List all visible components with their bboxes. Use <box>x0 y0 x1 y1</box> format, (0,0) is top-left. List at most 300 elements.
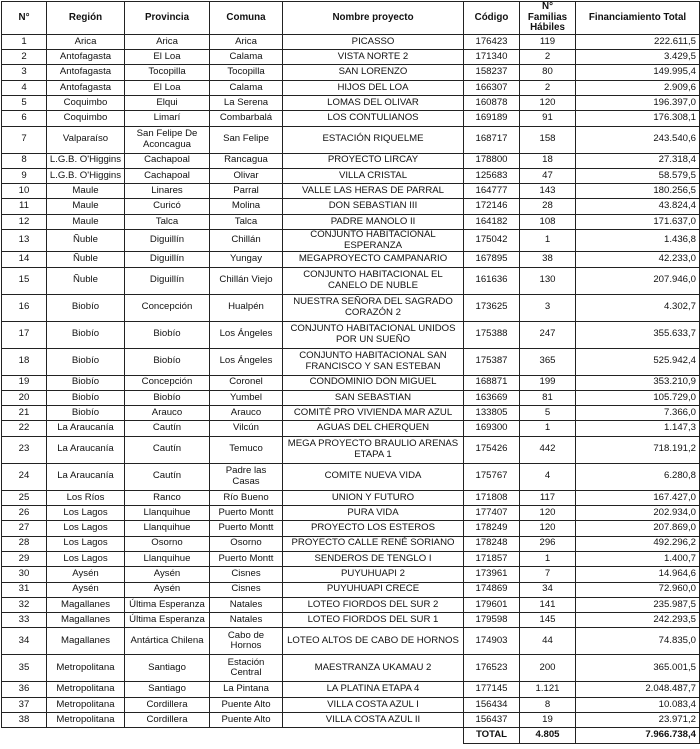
cell-familias: 120 <box>520 521 576 536</box>
cell-financiamiento: 243.540,6 <box>576 126 700 153</box>
cell-codigo: 178249 <box>464 521 520 536</box>
table-row <box>2 712 700 727</box>
header-num: N° <box>2 2 47 35</box>
cell-codigo: 175388 <box>464 321 520 348</box>
cell-num: 6 <box>2 111 47 126</box>
cell-codigo: 156437 <box>464 712 520 727</box>
cell-familias: 28 <box>520 199 576 214</box>
cell-comuna: Chillán Viejo <box>210 267 283 294</box>
cell-num: 5 <box>2 95 47 110</box>
cell-financiamiento: 242.293,5 <box>576 613 700 628</box>
cell-familias: 296 <box>520 536 576 551</box>
cell-familias: 81 <box>520 390 576 405</box>
cell-familias: 1 <box>520 551 576 566</box>
cell-num: 13 <box>2 230 47 252</box>
cell-provincia: Limarí <box>125 111 210 126</box>
cell-codigo: 178800 <box>464 153 520 168</box>
cell-codigo: 178248 <box>464 536 520 551</box>
cell-proyecto: VILLA CRISTAL <box>283 168 464 183</box>
cell-num: 11 <box>2 199 47 214</box>
cell-proyecto: MEGAPROYECTO CAMPANARIO <box>283 252 464 267</box>
cell-provincia: Concepción <box>125 375 210 390</box>
cell-financiamiento: 72.960,0 <box>576 582 700 597</box>
cell-region: Valparaíso <box>47 126 125 153</box>
cell-proyecto: UNION Y FUTURO <box>283 490 464 505</box>
table-row <box>2 582 700 597</box>
total-blank <box>125 728 210 744</box>
cell-codigo: 171808 <box>464 490 520 505</box>
cell-num: 25 <box>2 490 47 505</box>
cell-provincia: Curicó <box>125 199 210 214</box>
cell-financiamiento: 2.048.487,7 <box>576 682 700 697</box>
cell-region: Ñuble <box>47 267 125 294</box>
cell-familias: 2 <box>520 50 576 65</box>
header-proyecto: Nombre proyecto <box>283 2 464 35</box>
cell-num: 34 <box>2 628 47 655</box>
cell-provincia: Cautín <box>125 421 210 436</box>
cell-codigo: 169189 <box>464 111 520 126</box>
cell-codigo: 171340 <box>464 50 520 65</box>
cell-region: Magallanes <box>47 628 125 655</box>
cell-proyecto: MEGA PROYECTO BRAULIO ARENAS ETAPA 1 <box>283 436 464 463</box>
cell-region: La Araucanía <box>47 421 125 436</box>
cell-codigo: 174903 <box>464 628 520 655</box>
cell-num: 20 <box>2 390 47 405</box>
cell-comuna: Arauco <box>210 406 283 421</box>
cell-comuna: Natales <box>210 613 283 628</box>
cell-num: 36 <box>2 682 47 697</box>
cell-codigo: 177145 <box>464 682 520 697</box>
cell-codigo: 171857 <box>464 551 520 566</box>
cell-codigo: 176423 <box>464 34 520 49</box>
cell-codigo: 179598 <box>464 613 520 628</box>
cell-financiamiento: 1.436,8 <box>576 230 700 252</box>
cell-region: Biobío <box>47 406 125 421</box>
cell-financiamiento: 58.579,5 <box>576 168 700 183</box>
cell-financiamiento: 180.256,5 <box>576 184 700 199</box>
cell-codigo: 160878 <box>464 95 520 110</box>
table-row <box>2 126 700 153</box>
cell-proyecto: AGUAS DEL CHERQUEN <box>283 421 464 436</box>
table-row <box>2 348 700 375</box>
header-comuna: Comuna <box>210 2 283 35</box>
cell-provincia: Biobío <box>125 390 210 405</box>
cell-provincia: Diguillín <box>125 230 210 252</box>
table-row <box>2 697 700 712</box>
table-wrapper <box>1 1 700 744</box>
cell-region: Antofagasta <box>47 80 125 95</box>
cell-proyecto: PADRE MANOLO II <box>283 214 464 229</box>
cell-familias: 38 <box>520 252 576 267</box>
cell-financiamiento: 207.869,0 <box>576 521 700 536</box>
table-row <box>2 199 700 214</box>
cell-comuna: Padre las Casas <box>210 463 283 490</box>
cell-comuna: Temuco <box>210 436 283 463</box>
cell-provincia: Cautín <box>125 463 210 490</box>
cell-proyecto: LOMAS DEL OLIVAR <box>283 95 464 110</box>
cell-provincia: Llanquihue <box>125 506 210 521</box>
cell-proyecto: LOS CONTULIANOS <box>283 111 464 126</box>
table-row <box>2 168 700 183</box>
cell-num: 17 <box>2 321 47 348</box>
table-row <box>2 628 700 655</box>
total-blank <box>2 728 47 744</box>
cell-familias: 442 <box>520 436 576 463</box>
cell-comuna: Natales <box>210 597 283 612</box>
cell-region: Maule <box>47 199 125 214</box>
cell-proyecto: CONJUNTO HABITACIONAL ESPERANZA <box>283 230 464 252</box>
cell-provincia: Cachapoal <box>125 168 210 183</box>
cell-num: 4 <box>2 80 47 95</box>
cell-codigo: 175426 <box>464 436 520 463</box>
cell-familias: 158 <box>520 126 576 153</box>
cell-proyecto: PROYECTO LIRCAY <box>283 153 464 168</box>
cell-region: Metropolitana <box>47 682 125 697</box>
cell-provincia: Aysén <box>125 582 210 597</box>
cell-codigo: 168871 <box>464 375 520 390</box>
cell-num: 38 <box>2 712 47 727</box>
cell-region: Metropolitana <box>47 655 125 682</box>
cell-num: 7 <box>2 126 47 153</box>
cell-proyecto: NUESTRA SEÑORA DEL SAGRADO CORAZÓN 2 <box>283 294 464 321</box>
cell-region: Coquimbo <box>47 111 125 126</box>
table-row <box>2 153 700 168</box>
cell-financiamiento: 43.824,4 <box>576 199 700 214</box>
cell-proyecto: HIJOS DEL LOA <box>283 80 464 95</box>
cell-region: Magallanes <box>47 597 125 612</box>
cell-comuna: Hualpén <box>210 294 283 321</box>
cell-provincia: Elqui <box>125 95 210 110</box>
table-row <box>2 613 700 628</box>
table-row <box>2 65 700 80</box>
table-row <box>2 436 700 463</box>
cell-familias: 108 <box>520 214 576 229</box>
cell-provincia: Última Esperanza <box>125 613 210 628</box>
cell-region: Aysén <box>47 567 125 582</box>
cell-codigo: 166307 <box>464 80 520 95</box>
cell-financiamiento: 42.233,0 <box>576 252 700 267</box>
table-row <box>2 50 700 65</box>
table-row <box>2 506 700 521</box>
cell-proyecto: DON SEBASTIAN III <box>283 199 464 214</box>
header-row <box>2 2 700 35</box>
cell-num: 30 <box>2 567 47 582</box>
cell-num: 22 <box>2 421 47 436</box>
header-provincia: Provincia <box>125 2 210 35</box>
cell-comuna: Tocopilla <box>210 65 283 80</box>
cell-comuna: Arica <box>210 34 283 49</box>
cell-region: Biobío <box>47 390 125 405</box>
cell-proyecto: LOTEO FIORDOS DEL SUR 1 <box>283 613 464 628</box>
cell-region: Los Lagos <box>47 506 125 521</box>
cell-num: 2 <box>2 50 47 65</box>
cell-region: Ñuble <box>47 252 125 267</box>
cell-proyecto: CONJUNTO HABITACIONAL EL CANELO DE NUBLE <box>283 267 464 294</box>
cell-num: 26 <box>2 506 47 521</box>
cell-financiamiento: 167.427,0 <box>576 490 700 505</box>
cell-provincia: Tocopilla <box>125 65 210 80</box>
cell-familias: 199 <box>520 375 576 390</box>
cell-comuna: Molina <box>210 199 283 214</box>
cell-familias: 365 <box>520 348 576 375</box>
cell-financiamiento: 718.191,2 <box>576 436 700 463</box>
table-row <box>2 406 700 421</box>
cell-familias: 2 <box>520 80 576 95</box>
cell-codigo: 177407 <box>464 506 520 521</box>
table-row <box>2 34 700 49</box>
table-row <box>2 551 700 566</box>
cell-familias: 91 <box>520 111 576 126</box>
cell-comuna: San Felipe <box>210 126 283 153</box>
cell-num: 18 <box>2 348 47 375</box>
cell-region: L.G.B. O'Higgins <box>47 168 125 183</box>
cell-familias: 1 <box>520 421 576 436</box>
cell-provincia: El Loa <box>125 50 210 65</box>
cell-financiamiento: 222.611,5 <box>576 34 700 49</box>
cell-provincia: Arauco <box>125 406 210 421</box>
table-row <box>2 252 700 267</box>
cell-comuna: Chillán <box>210 230 283 252</box>
table-row <box>2 321 700 348</box>
cell-comuna: Cabo de Hornos <box>210 628 283 655</box>
cell-proyecto: PUYUHUAPI CRECE <box>283 582 464 597</box>
cell-proyecto: LA PLATINA ETAPA 4 <box>283 682 464 697</box>
cell-provincia: Santiago <box>125 682 210 697</box>
cell-familias: 120 <box>520 95 576 110</box>
cell-num: 15 <box>2 267 47 294</box>
cell-familias: 141 <box>520 597 576 612</box>
cell-comuna: Calama <box>210 80 283 95</box>
cell-proyecto: MAESTRANZA UKAMAU 2 <box>283 655 464 682</box>
cell-proyecto: PROYECTO CALLE RENÉ SORIANO <box>283 536 464 551</box>
cell-provincia: Cautín <box>125 436 210 463</box>
total-row <box>2 728 700 744</box>
cell-comuna: La Pintana <box>210 682 283 697</box>
table-row <box>2 567 700 582</box>
cell-proyecto: SENDEROS DE TENGLO I <box>283 551 464 566</box>
cell-codigo: 175042 <box>464 230 520 252</box>
cell-region: Biobío <box>47 321 125 348</box>
cell-proyecto: CONJUNTO HABITACIONAL SAN FRANCISCO Y SAN ESTEBAN <box>283 348 464 375</box>
cell-comuna: Puerto Montt <box>210 521 283 536</box>
cell-proyecto: VALLE LAS HERAS DE PARRAL <box>283 184 464 199</box>
table-row <box>2 80 700 95</box>
table-row <box>2 267 700 294</box>
cell-codigo: 175387 <box>464 348 520 375</box>
cell-provincia: Santiago <box>125 655 210 682</box>
cell-proyecto: CONDOMINIO DON MIGUEL <box>283 375 464 390</box>
cell-num: 28 <box>2 536 47 551</box>
cell-provincia: Diguillín <box>125 252 210 267</box>
total-financiamiento: 7.966.738,4 <box>576 728 700 744</box>
table-row <box>2 655 700 682</box>
table-body <box>2 34 700 728</box>
cell-num: 35 <box>2 655 47 682</box>
cell-financiamiento: 14.964,6 <box>576 567 700 582</box>
cell-comuna: La Serena <box>210 95 283 110</box>
cell-comuna: Río Bueno <box>210 490 283 505</box>
cell-region: Los Lagos <box>47 536 125 551</box>
cell-comuna: Calama <box>210 50 283 65</box>
table-row <box>2 682 700 697</box>
cell-comuna: Los Ángeles <box>210 348 283 375</box>
cell-familias: 3 <box>520 294 576 321</box>
cell-num: 21 <box>2 406 47 421</box>
cell-financiamiento: 2.909,6 <box>576 80 700 95</box>
cell-financiamiento: 149.995,4 <box>576 65 700 80</box>
cell-provincia: Biobío <box>125 348 210 375</box>
cell-proyecto: CONJUNTO HABITACIONAL UNIDOS POR UN SUEÑO <box>283 321 464 348</box>
cell-financiamiento: 353.210,9 <box>576 375 700 390</box>
cell-financiamiento: 74.835,0 <box>576 628 700 655</box>
table-row <box>2 490 700 505</box>
cell-num: 23 <box>2 436 47 463</box>
cell-financiamiento: 3.429,5 <box>576 50 700 65</box>
cell-codigo: 168717 <box>464 126 520 153</box>
cell-region: Antofagasta <box>47 65 125 80</box>
cell-codigo: 125683 <box>464 168 520 183</box>
cell-codigo: 175767 <box>464 463 520 490</box>
cell-provincia: Talca <box>125 214 210 229</box>
cell-codigo: 158237 <box>464 65 520 80</box>
cell-comuna: Los Ángeles <box>210 321 283 348</box>
cell-num: 8 <box>2 153 47 168</box>
cell-proyecto: LOTEO FIORDOS DEL SUR 2 <box>283 597 464 612</box>
cell-region: Coquimbo <box>47 95 125 110</box>
cell-region: Metropolitana <box>47 712 125 727</box>
cell-familias: 120 <box>520 506 576 521</box>
table-row <box>2 597 700 612</box>
total-label: TOTAL <box>464 728 520 744</box>
cell-familias: 143 <box>520 184 576 199</box>
cell-num: 10 <box>2 184 47 199</box>
cell-comuna: Osorno <box>210 536 283 551</box>
cell-num: 27 <box>2 521 47 536</box>
cell-comuna: Cisnes <box>210 567 283 582</box>
cell-comuna: Puerto Montt <box>210 506 283 521</box>
cell-financiamiento: 365.001,5 <box>576 655 700 682</box>
cell-codigo: 163669 <box>464 390 520 405</box>
cell-provincia: Antártica Chilena <box>125 628 210 655</box>
cell-num: 9 <box>2 168 47 183</box>
cell-num: 14 <box>2 252 47 267</box>
cell-provincia: San Felipe De Aconcagua <box>125 126 210 153</box>
cell-num: 31 <box>2 582 47 597</box>
cell-comuna: Vilcún <box>210 421 283 436</box>
table-row <box>2 375 700 390</box>
cell-financiamiento: 105.729,0 <box>576 390 700 405</box>
cell-comuna: Talca <box>210 214 283 229</box>
cell-region: Aysén <box>47 582 125 597</box>
cell-codigo: 133805 <box>464 406 520 421</box>
cell-proyecto: PUYUHUAPI 2 <box>283 567 464 582</box>
cell-codigo: 176523 <box>464 655 520 682</box>
cell-familias: 80 <box>520 65 576 80</box>
cell-proyecto: VILLA COSTA AZUL II <box>283 712 464 727</box>
cell-provincia: Diguillín <box>125 267 210 294</box>
total-blank <box>47 728 125 744</box>
table-row <box>2 463 700 490</box>
table-row <box>2 214 700 229</box>
cell-proyecto: COMITE NUEVA VIDA <box>283 463 464 490</box>
total-blank <box>210 728 283 744</box>
cell-financiamiento: 176.308,1 <box>576 111 700 126</box>
cell-codigo: 164182 <box>464 214 520 229</box>
cell-comuna: Estación Central <box>210 655 283 682</box>
cell-region: Maule <box>47 184 125 199</box>
cell-comuna: Yumbel <box>210 390 283 405</box>
cell-familias: 119 <box>520 34 576 49</box>
cell-familias: 130 <box>520 267 576 294</box>
cell-provincia: Aysén <box>125 567 210 582</box>
cell-num: 1 <box>2 34 47 49</box>
cell-region: Maule <box>47 214 125 229</box>
cell-num: 3 <box>2 65 47 80</box>
cell-provincia: Concepción <box>125 294 210 321</box>
cell-provincia: Cachapoal <box>125 153 210 168</box>
table-row <box>2 230 700 252</box>
cell-familias: 117 <box>520 490 576 505</box>
cell-codigo: 173625 <box>464 294 520 321</box>
cell-financiamiento: 492.296,2 <box>576 536 700 551</box>
cell-comuna: Coronel <box>210 375 283 390</box>
cell-familias: 200 <box>520 655 576 682</box>
cell-financiamiento: 1.147,3 <box>576 421 700 436</box>
cell-region: L.G.B. O'Higgins <box>47 153 125 168</box>
cell-comuna: Yungay <box>210 252 283 267</box>
cell-num: 32 <box>2 597 47 612</box>
cell-familias: 1 <box>520 230 576 252</box>
cell-proyecto: SAN SEBASTIAN <box>283 390 464 405</box>
cell-financiamiento: 171.637,0 <box>576 214 700 229</box>
cell-codigo: 167895 <box>464 252 520 267</box>
cell-proyecto: LOTEO ALTOS DE CABO DE HORNOS <box>283 628 464 655</box>
cell-region: Los Lagos <box>47 521 125 536</box>
table-row <box>2 521 700 536</box>
cell-proyecto: PROYECTO LOS ESTEROS <box>283 521 464 536</box>
cell-num: 33 <box>2 613 47 628</box>
cell-provincia: Osorno <box>125 536 210 551</box>
cell-familias: 47 <box>520 168 576 183</box>
cell-region: Arica <box>47 34 125 49</box>
table-row <box>2 294 700 321</box>
cell-comuna: Olivar <box>210 168 283 183</box>
cell-comuna: Puente Alto <box>210 712 283 727</box>
cell-provincia: Cordillera <box>125 697 210 712</box>
cell-provincia: El Loa <box>125 80 210 95</box>
cell-codigo: 164777 <box>464 184 520 199</box>
cell-familias: 7 <box>520 567 576 582</box>
cell-familias: 19 <box>520 712 576 727</box>
cell-provincia: Arica <box>125 34 210 49</box>
cell-provincia: Cordillera <box>125 712 210 727</box>
header-codigo: Código <box>464 2 520 35</box>
cell-financiamiento: 207.946,0 <box>576 267 700 294</box>
cell-financiamiento: 10.083,4 <box>576 697 700 712</box>
projects-table <box>1 1 700 744</box>
table-row <box>2 390 700 405</box>
cell-provincia: Linares <box>125 184 210 199</box>
cell-num: 19 <box>2 375 47 390</box>
header-region: Región <box>47 2 125 35</box>
cell-region: Magallanes <box>47 613 125 628</box>
cell-region: Ñuble <box>47 230 125 252</box>
cell-financiamiento: 27.318,4 <box>576 153 700 168</box>
cell-familias: 18 <box>520 153 576 168</box>
cell-codigo: 174869 <box>464 582 520 597</box>
cell-comuna: Parral <box>210 184 283 199</box>
cell-familias: 34 <box>520 582 576 597</box>
